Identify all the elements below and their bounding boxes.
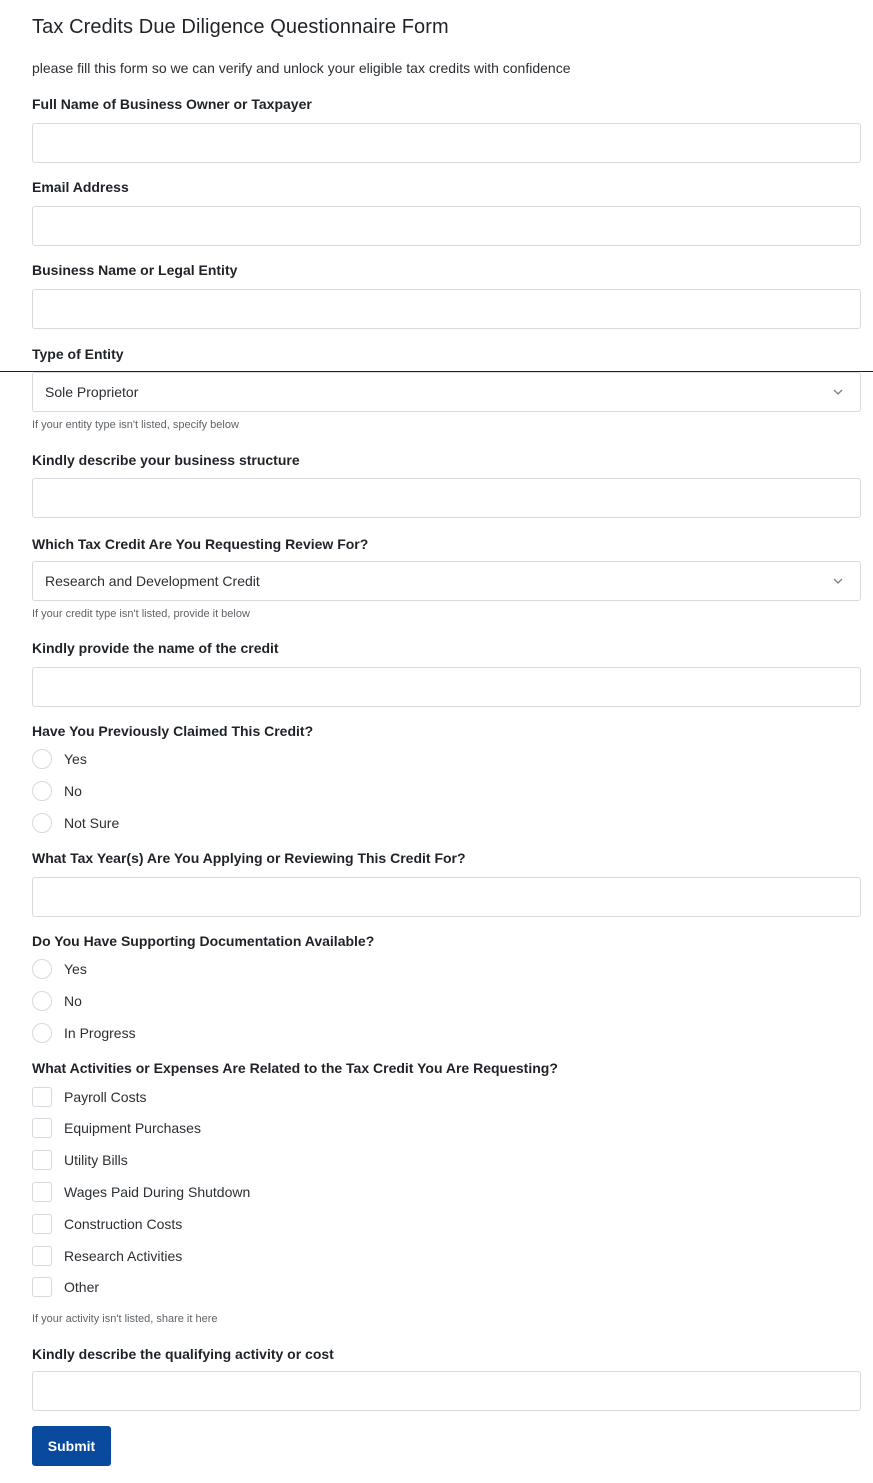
entity-type-selected-value: Sole Proprietor <box>45 384 139 400</box>
option-label: In Progress <box>64 1025 136 1041</box>
email-input[interactable] <box>32 206 861 246</box>
chevron-down-icon <box>832 386 844 398</box>
qualifying-activity-input[interactable] <box>32 1371 861 1411</box>
option-label: Utility Bills <box>64 1152 128 1168</box>
checkbox[interactable] <box>32 1118 52 1138</box>
option-label: Payroll Costs <box>64 1089 147 1105</box>
radio-button[interactable] <box>32 813 52 833</box>
radio-button[interactable] <box>32 749 52 769</box>
qualifying-activity-label: Kindly describe the qualifying activity or cost <box>32 1346 334 1362</box>
tax-years-label: What Tax Year(s) Are You Applying or Reviewing This Credit For? <box>32 850 466 866</box>
entity-type-label: Type of Entity <box>32 346 124 362</box>
option-label: Yes <box>64 961 87 977</box>
checkbox[interactable] <box>32 1182 52 1202</box>
checkbox[interactable] <box>32 1277 52 1297</box>
credit-name-label: Kindly provide the name of the credit <box>32 640 279 656</box>
option-label: Research Activities <box>64 1248 183 1264</box>
chevron-down-icon <box>832 575 844 587</box>
radio-button[interactable] <box>32 959 52 979</box>
submit-button[interactable]: Submit <box>32 1426 111 1466</box>
credit-name-input[interactable] <box>32 667 861 707</box>
entity-type-select[interactable] <box>32 372 861 412</box>
tax-credit-helper: If your credit type isn't listed, provide it below <box>32 608 250 620</box>
entity-type-helper: If your entity type isn't listed, specify below <box>32 419 239 431</box>
radio-button[interactable] <box>32 1023 52 1043</box>
option-label: Equipment Purchases <box>64 1120 201 1136</box>
option-label: No <box>64 993 82 1009</box>
full-name-input[interactable] <box>32 123 861 163</box>
option-label: Other <box>64 1279 100 1295</box>
tax-credit-label: Which Tax Credit Are You Requesting Review For? <box>32 536 369 552</box>
page-subtitle: please fill this form so we can verify and unlock your eligible tax credits with confidence <box>32 60 571 76</box>
page-title: Tax Credits Due Diligence Questionnaire Form <box>32 16 449 38</box>
option-label: Wages Paid During Shutdown <box>64 1184 251 1200</box>
option-label: Construction Costs <box>64 1216 183 1232</box>
checkbox[interactable] <box>32 1214 52 1234</box>
documentation-label: Do You Have Supporting Documentation Available? <box>32 933 375 949</box>
business-structure-input[interactable] <box>32 478 861 518</box>
radio-button[interactable] <box>32 991 52 1011</box>
tax-credit-select[interactable] <box>32 561 861 601</box>
business-name-label: Business Name or Legal Entity <box>32 262 238 278</box>
option-label: Not Sure <box>64 815 120 831</box>
radio-button[interactable] <box>32 781 52 801</box>
option-label: Yes <box>64 751 87 767</box>
checkbox[interactable] <box>32 1150 52 1170</box>
checkbox[interactable] <box>32 1087 52 1107</box>
business-structure-label: Kindly describe your business structure <box>32 452 300 468</box>
activities-helper: If your activity isn't listed, share it here <box>32 1313 218 1325</box>
option-label: No <box>64 783 82 799</box>
email-label: Email Address <box>32 179 129 195</box>
tax-credit-selected-value: Research and Development Credit <box>45 573 260 589</box>
previously-claimed-label: Have You Previously Claimed This Credit? <box>32 723 314 739</box>
activities-label: What Activities or Expenses Are Related to the Tax Credit You Are Requesting? <box>32 1060 558 1076</box>
checkbox[interactable] <box>32 1246 52 1266</box>
full-name-label: Full Name of Business Owner or Taxpayer <box>32 96 312 112</box>
business-name-input[interactable] <box>32 289 861 329</box>
tax-years-input[interactable] <box>32 877 861 917</box>
